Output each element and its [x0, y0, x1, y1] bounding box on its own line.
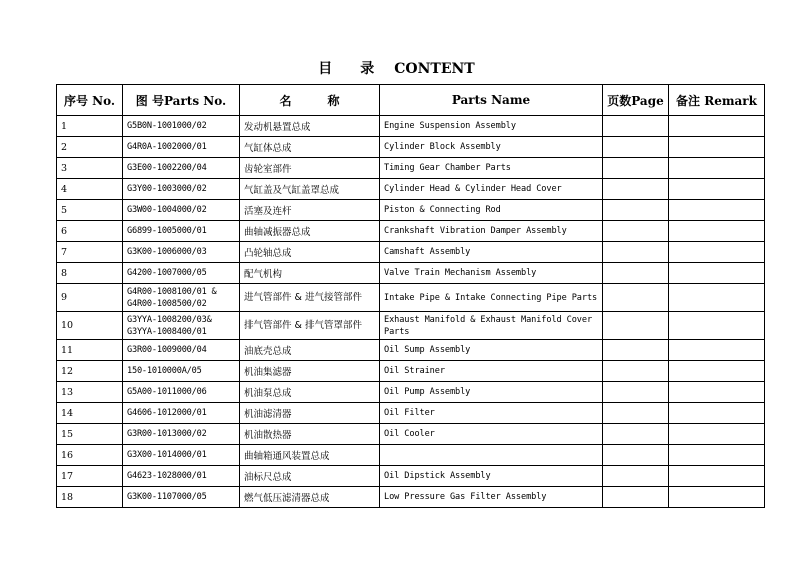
- cell-page: [603, 403, 669, 424]
- cell-page: [603, 242, 669, 263]
- table-header-row: [57, 85, 765, 116]
- cell-part-no: G4606-1012000/01: [123, 403, 240, 424]
- table-row: [57, 403, 765, 424]
- cell-name-cn: 机油集滤器: [240, 361, 380, 382]
- cell-name-en: Camshaft Assembly: [380, 242, 603, 263]
- header-name-cn: 名 称: [240, 85, 380, 116]
- cell-name-en: Engine Suspension Assembly: [380, 116, 603, 137]
- cell-name-en: Intake Pipe & Intake Connecting Pipe Parts: [380, 284, 603, 312]
- part-no-line-2: G3YYA-1008400/01: [127, 326, 207, 337]
- cell-no: 8: [57, 263, 123, 284]
- table-row: [57, 284, 765, 312]
- cell-page: [603, 284, 669, 312]
- cell-page: [603, 312, 669, 340]
- cell-remark: [669, 200, 765, 221]
- cell-page: [603, 263, 669, 284]
- cell-no: 9: [57, 284, 123, 312]
- cell-name-cn: 进气管部件 & 进气接管部件: [240, 284, 380, 312]
- cell-name-en: [380, 445, 603, 466]
- title-cn-2: 录: [360, 61, 375, 77]
- cell-name-en: Cylinder Head & Cylinder Head Cover: [380, 179, 603, 200]
- table-row: [57, 200, 765, 221]
- cell-no: 14: [57, 403, 123, 424]
- cell-name-cn: 气缸盖及气缸盖罩总成: [240, 179, 380, 200]
- cell-name-en: Oil Pump Assembly: [380, 382, 603, 403]
- table-row: [57, 221, 765, 242]
- table-row: [57, 263, 765, 284]
- cell-name-cn: 发动机悬置总成: [240, 116, 380, 137]
- title-cn: 目: [318, 61, 333, 77]
- table-row: [57, 382, 765, 403]
- cell-page: [603, 424, 669, 445]
- header-no: 序号 No.: [57, 85, 123, 116]
- cell-part-no: [123, 284, 240, 312]
- cell-name-en: Timing Gear Chamber Parts: [380, 158, 603, 179]
- cell-part-no: G6899-1005000/01: [123, 221, 240, 242]
- cell-remark: [669, 445, 765, 466]
- cell-remark: [669, 137, 765, 158]
- cell-name-cn: 排气管部件 & 排气管罩部件: [240, 312, 380, 340]
- table-row: [57, 340, 765, 361]
- cell-no: 11: [57, 340, 123, 361]
- cell-part-no: G5A00-1011000/06: [123, 382, 240, 403]
- cell-part-no: G4200-1007000/05: [123, 263, 240, 284]
- cell-name-en: Exhaust Manifold & Exhaust Manifold Cover Parts: [380, 312, 603, 340]
- cell-remark: [669, 312, 765, 340]
- table-row: [57, 445, 765, 466]
- table-row: [57, 116, 765, 137]
- cell-name-cn: 油底壳总成: [240, 340, 380, 361]
- cell-page: [603, 221, 669, 242]
- cell-name-cn: 配气机构: [240, 263, 380, 284]
- cell-name-cn: 活塞及连杆: [240, 200, 380, 221]
- cell-remark: [669, 242, 765, 263]
- cell-remark: [669, 263, 765, 284]
- cell-name-en: Oil Sump Assembly: [380, 340, 603, 361]
- table-row: [57, 137, 765, 158]
- page-title: [0, 58, 793, 78]
- cell-part-no: G4623-1028000/01: [123, 466, 240, 487]
- cell-name-en: Oil Filter: [380, 403, 603, 424]
- cell-remark: [669, 158, 765, 179]
- header-page: 页数Page: [603, 85, 669, 116]
- cell-remark: [669, 466, 765, 487]
- cell-name-cn: 曲轴箱通风装置总成: [240, 445, 380, 466]
- part-no-line-1: G4R00-1008100/01 &: [127, 286, 217, 297]
- cell-remark: [669, 487, 765, 508]
- cell-name-en: Piston & Connecting Rod: [380, 200, 603, 221]
- contents-table: [56, 84, 765, 508]
- cell-name-cn: 齿轮室部件: [240, 158, 380, 179]
- cell-part-no: G3E00-1002200/04: [123, 158, 240, 179]
- header-part-no: 图 号Parts No.: [123, 85, 240, 116]
- part-no-line-2: G4R00-1008500/02: [127, 298, 207, 309]
- cell-name-en: Valve Train Mechanism Assembly: [380, 263, 603, 284]
- cell-part-no: G3R00-1009000/04: [123, 340, 240, 361]
- cell-name-cn: 气缸体总成: [240, 137, 380, 158]
- cell-name-cn: 凸轮轴总成: [240, 242, 380, 263]
- cell-name-cn: 机油滤清器: [240, 403, 380, 424]
- table-row: [57, 158, 765, 179]
- cell-no: 12: [57, 361, 123, 382]
- cell-page: [603, 116, 669, 137]
- cell-part-no: G3Y00-1003000/02: [123, 179, 240, 200]
- cell-page: [603, 158, 669, 179]
- cell-page: [603, 445, 669, 466]
- cell-name-cn: 燃气低压滤清器总成: [240, 487, 380, 508]
- cell-no: 15: [57, 424, 123, 445]
- cell-part-no: G3R00-1013000/02: [123, 424, 240, 445]
- cell-no: 10: [57, 312, 123, 340]
- table-row: [57, 487, 765, 508]
- cell-name-cn: 机油泵总成: [240, 382, 380, 403]
- cell-name-en: Oil Strainer: [380, 361, 603, 382]
- cell-remark: [669, 403, 765, 424]
- table-row: [57, 361, 765, 382]
- cell-name-cn: 油标尺总成: [240, 466, 380, 487]
- cell-no: 17: [57, 466, 123, 487]
- cell-no: 18: [57, 487, 123, 508]
- table-row: [57, 242, 765, 263]
- cell-remark: [669, 382, 765, 403]
- part-no-line-1: G3YYA-1008200/03&: [127, 314, 212, 325]
- table-row: [57, 179, 765, 200]
- table-row: [57, 312, 765, 340]
- cell-remark: [669, 340, 765, 361]
- cell-no: 6: [57, 221, 123, 242]
- cell-page: [603, 487, 669, 508]
- cell-remark: [669, 179, 765, 200]
- cell-page: [603, 200, 669, 221]
- cell-no: 7: [57, 242, 123, 263]
- cell-part-no: G3K00-1006000/03: [123, 242, 240, 263]
- header-remark: 备注 Remark: [669, 85, 765, 116]
- cell-page: [603, 361, 669, 382]
- table-row: [57, 466, 765, 487]
- cell-name-cn: 机油散热器: [240, 424, 380, 445]
- cell-page: [603, 179, 669, 200]
- cell-part-no: G3K00-1107000/05: [123, 487, 240, 508]
- cell-name-cn: 曲轴减振器总成: [240, 221, 380, 242]
- cell-part-no: G4R0A-1002000/01: [123, 137, 240, 158]
- cell-page: [603, 466, 669, 487]
- cell-no: 4: [57, 179, 123, 200]
- cell-no: 5: [57, 200, 123, 221]
- table-row: [57, 424, 765, 445]
- cell-no: 13: [57, 382, 123, 403]
- cell-no: 1: [57, 116, 123, 137]
- cell-no: 2: [57, 137, 123, 158]
- cell-name-en: Oil Cooler: [380, 424, 603, 445]
- title-en: CONTENT: [394, 61, 475, 77]
- cell-part-no: G3X00-1014000/01: [123, 445, 240, 466]
- cell-no: 16: [57, 445, 123, 466]
- cell-page: [603, 137, 669, 158]
- cell-remark: [669, 424, 765, 445]
- cell-remark: [669, 361, 765, 382]
- cell-name-en: Cylinder Block Assembly: [380, 137, 603, 158]
- cell-name-en: Crankshaft Vibration Damper Assembly: [380, 221, 603, 242]
- cell-name-en: Oil Dipstick Assembly: [380, 466, 603, 487]
- cell-remark: [669, 284, 765, 312]
- header-name-en: Parts Name: [380, 85, 603, 116]
- cell-no: 3: [57, 158, 123, 179]
- cell-page: [603, 340, 669, 361]
- cell-part-no: G3W00-1004000/02: [123, 200, 240, 221]
- cell-remark: [669, 221, 765, 242]
- cell-page: [603, 382, 669, 403]
- cell-remark: [669, 116, 765, 137]
- cell-name-en: Low Pressure Gas Filter Assembly: [380, 487, 603, 508]
- cell-part-no: 150-1010000A/05: [123, 361, 240, 382]
- cell-part-no: [123, 312, 240, 340]
- cell-part-no: G5B0N-1001000/02: [123, 116, 240, 137]
